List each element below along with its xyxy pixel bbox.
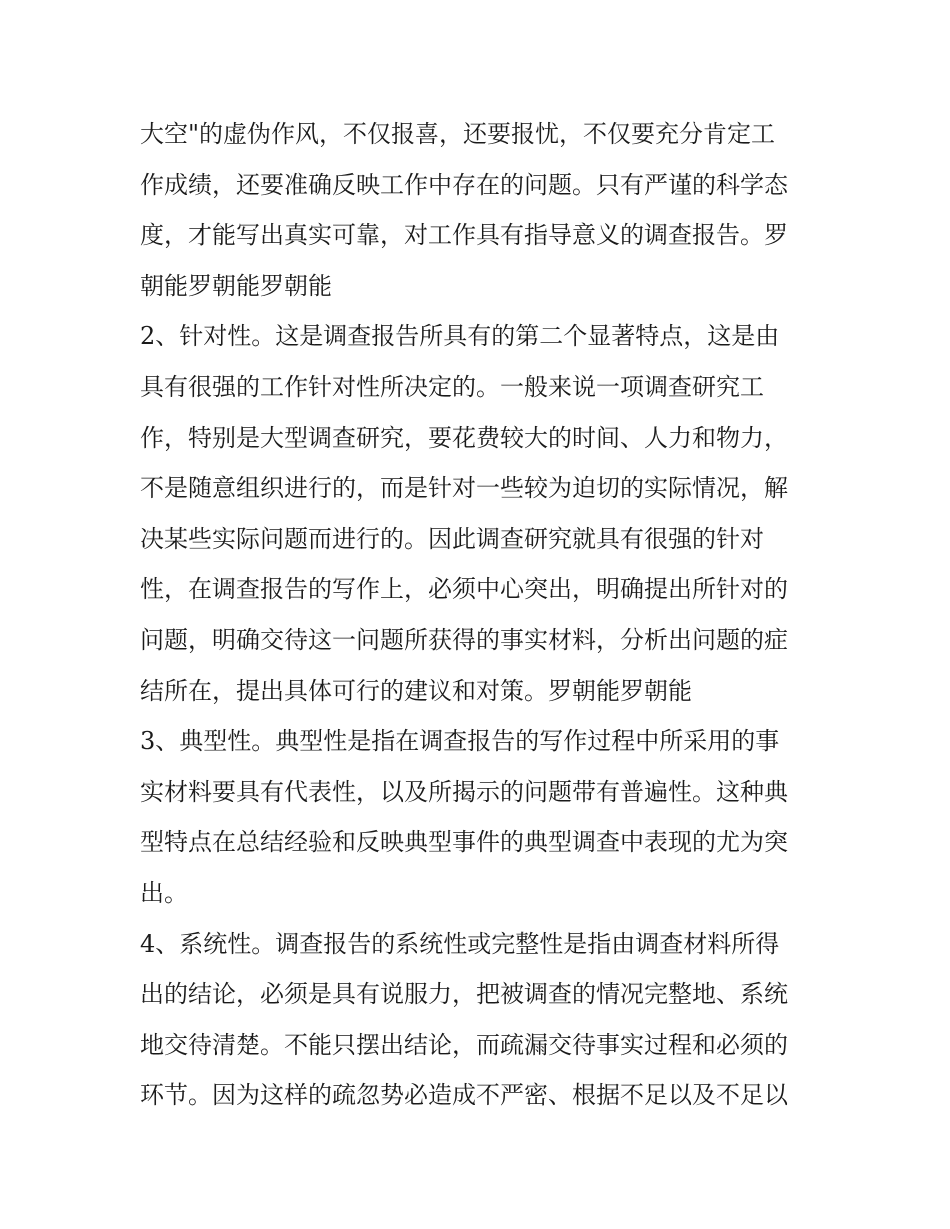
text-line: 决某些实际问题而进行的。因此调查研究就具有很强的针对 xyxy=(140,524,764,553)
text-line: 度，才能写出真实可靠，对工作具有指导意义的调查报告。罗 xyxy=(140,221,788,250)
text-line: 具有很强的工作针对性所决定的。一般来说一项调查研究工 xyxy=(140,372,764,401)
text-line: 大空"的虚伪作风，不仅报喜，还要报忧，不仅要充分肯定工 xyxy=(140,120,776,148)
text-line: 环节。因为这样的疏忽势必造成不严密、根据不足以及不足以 xyxy=(140,1081,788,1110)
text-line: 朝能罗朝能罗朝能 xyxy=(140,271,332,300)
text-line: 3、典型性。典型性是指在调查报告的写作过程中所采用的事 xyxy=(140,727,780,756)
text-line: 地交待清楚。不能只摆出结论，而疏漏交待事实过程和必须的 xyxy=(140,1030,788,1059)
text-line: 不是随意组织进行的，而是针对一些较为迫切的实际情况，解 xyxy=(140,474,788,503)
text-line: 出的结论，必须是具有说服力，把被调查的情况完整地、系统 xyxy=(140,980,788,1009)
body-text xyxy=(140,109,830,1121)
text-line: 出。 xyxy=(140,878,188,907)
text-line: 性，在调查报告的写作上，必须中心突出，明确提出所针对的 xyxy=(140,575,788,604)
text-line: 作，特别是大型调查研究，要花费较大的时间、人力和物力， xyxy=(140,423,788,452)
text-line: 实材料要具有代表性，以及所揭示的问题带有普遍性。这种典 xyxy=(140,777,788,806)
text-line: 结所在，提出具体可行的建议和对策。罗朝能罗朝能 xyxy=(140,676,692,705)
text-line: 型特点在总结经验和反映典型事件的典型调查中表现的尤为突 xyxy=(140,828,788,857)
text-line: 问题，明确交待这一问题所获得的事实材料，分析出问题的症 xyxy=(140,625,788,654)
text-line: 4、系统性。调查报告的系统性或完整性是指由调查材料所得 xyxy=(140,929,780,958)
text-line: 作成绩，还要准确反映工作中存在的问题。只有严谨的科学态 xyxy=(140,170,788,199)
text-line: 2、针对性。这是调查报告所具有的第二个显著特点，这是由 xyxy=(140,322,780,351)
